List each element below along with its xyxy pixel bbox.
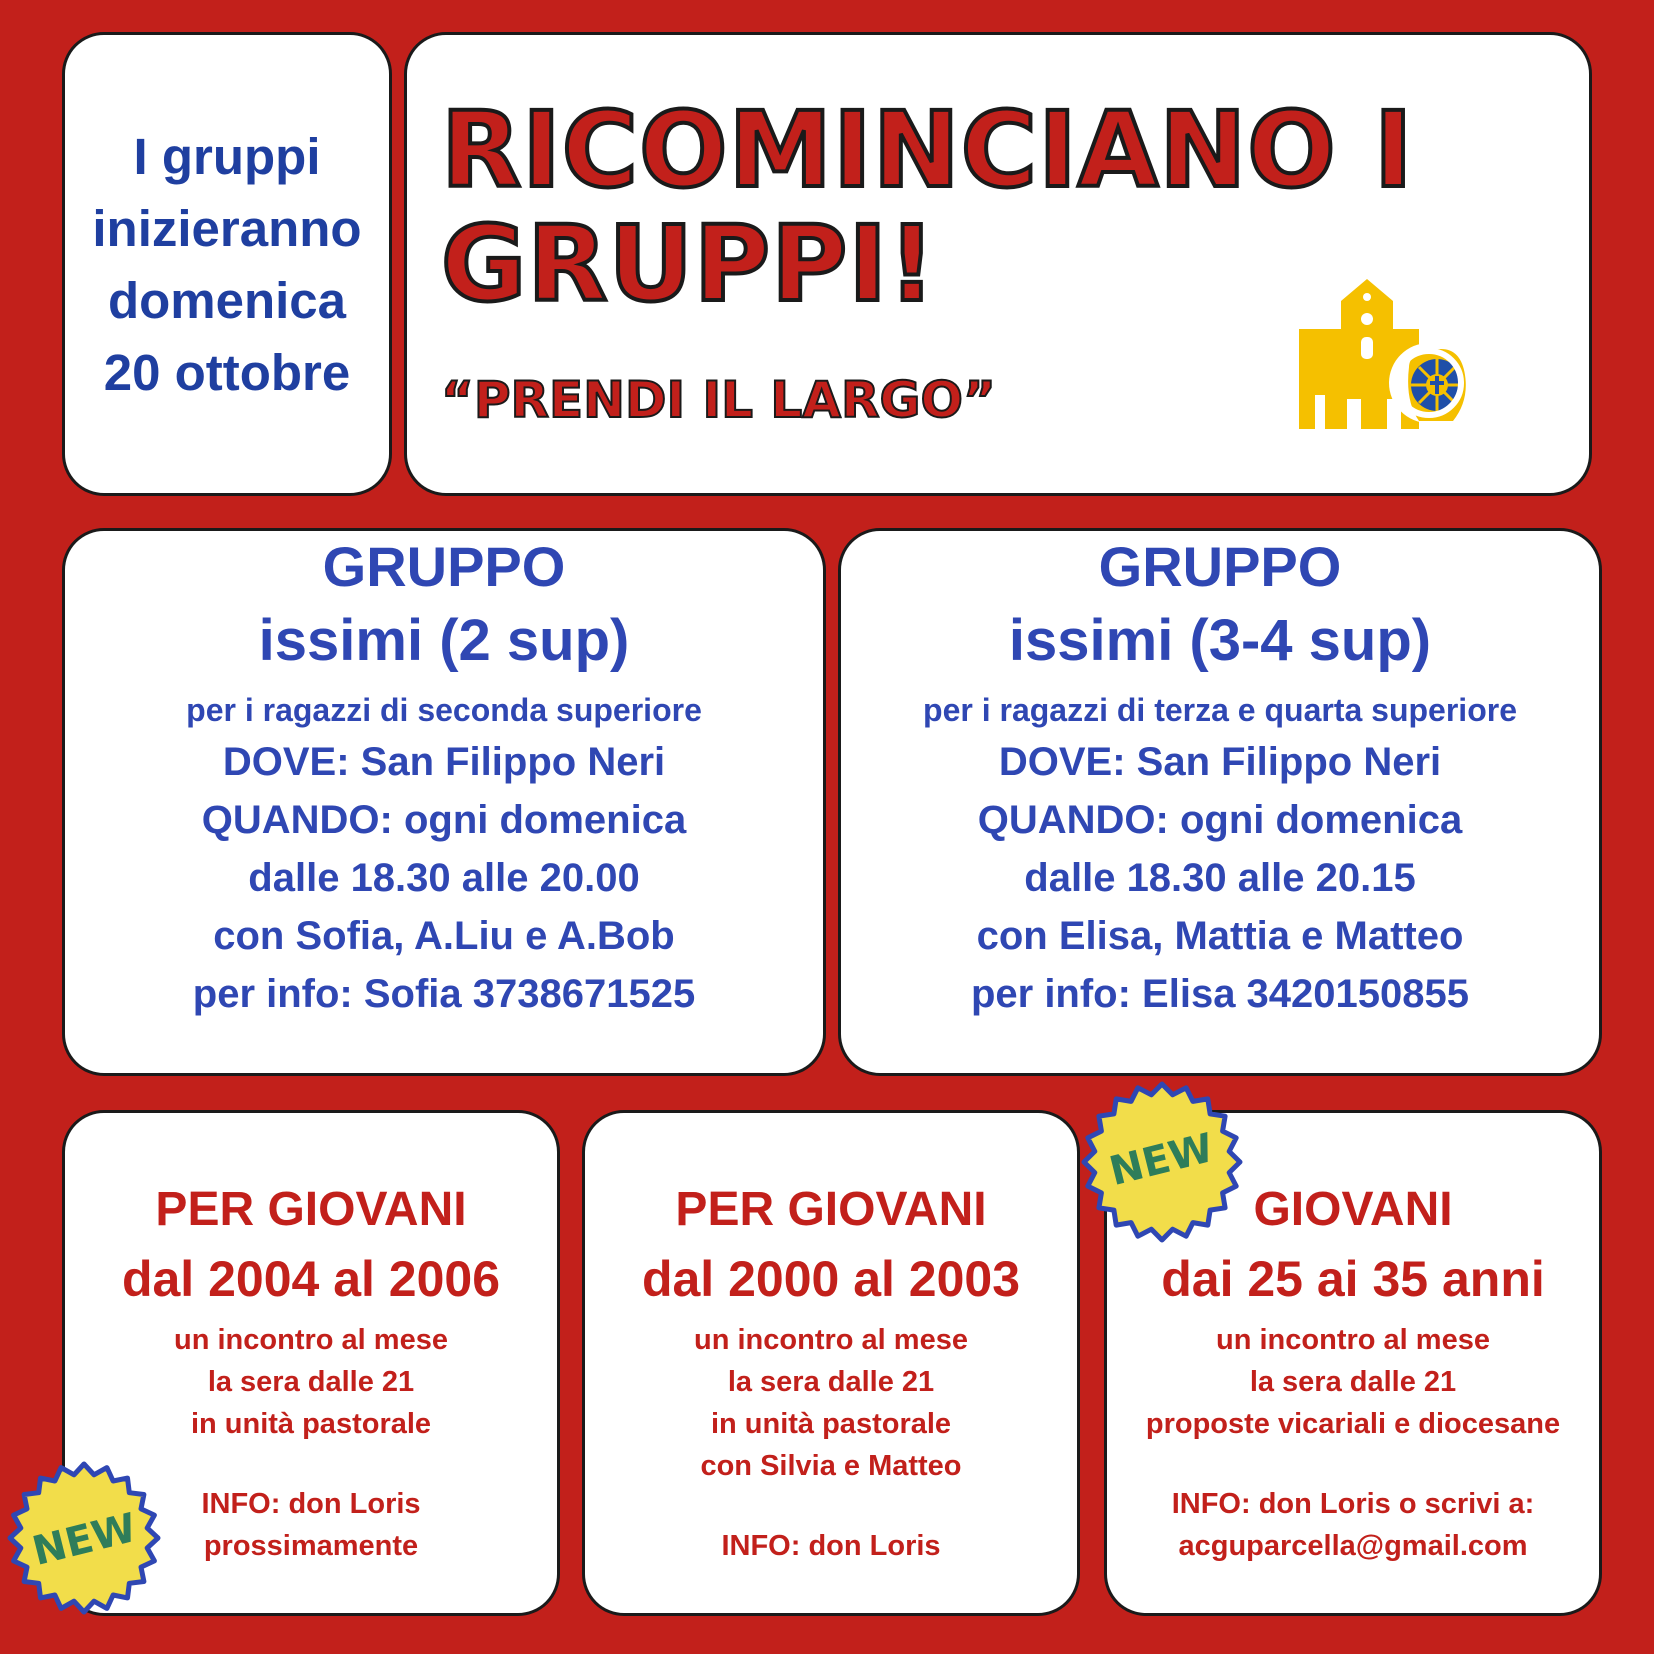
group-heading: GRUPPO — [1098, 535, 1342, 598]
youth-info: INFO: don Loris — [721, 1530, 941, 1562]
group-time: dalle 18.30 alle 20.00 — [248, 856, 640, 900]
group-leaders: con Sofia, A.Liu e A.Bob — [213, 914, 675, 958]
group-time: dalle 18.30 alle 20.15 — [1024, 856, 1416, 900]
badge-new-label: NEW — [1105, 1125, 1218, 1196]
youth-detail: la sera dalle 21 — [727, 1366, 935, 1398]
page-title — [441, 89, 1414, 325]
youth-detail: un incontro al mese — [1216, 1324, 1490, 1356]
group-when: QUANDO: ogni domenica — [201, 798, 687, 842]
start-date-line: 20 ottobre — [103, 344, 351, 401]
group-info: per info: Elisa 3420150855 — [970, 972, 1470, 1016]
starburst-badge-icon — [1078, 1078, 1246, 1246]
group-name: issimi (3-4 sup) — [1008, 608, 1432, 673]
youth-email: acguparcella@gmail.com — [1178, 1530, 1528, 1562]
youth-range: dai 25 ai 35 anni — [1161, 1251, 1545, 1307]
youth-detail: un incontro al mese — [174, 1324, 448, 1356]
starburst-badge-icon — [4, 1458, 164, 1618]
youth-detail: la sera dalle 21 — [1249, 1366, 1457, 1398]
youth-info: INFO: don Loris — [201, 1488, 421, 1520]
youth-heading: PER GIOVANI — [675, 1183, 987, 1236]
group-info: per info: Sofia 3738671525 — [192, 972, 696, 1016]
group-heading: GRUPPO — [322, 535, 566, 598]
group-when: QUANDO: ogni domenica — [977, 798, 1463, 842]
group-where: DOVE: San Filippo Neri — [998, 740, 1442, 784]
youth-detail: in unità pastorale — [190, 1408, 432, 1440]
youth-detail: proposte vicariali e diocesane — [1145, 1408, 1561, 1440]
youth-spacer — [585, 1487, 1077, 1525]
youth-card-2000-2003 — [582, 1110, 1080, 1616]
badge-new-label: NEW — [28, 1504, 141, 1575]
youth-detail: un incontro al mese — [694, 1324, 968, 1356]
youth-range: dal 2000 al 2003 — [641, 1251, 1021, 1307]
title-card — [404, 32, 1592, 496]
youth-range: dal 2004 al 2006 — [121, 1251, 501, 1307]
start-date-line: inizieranno — [92, 200, 362, 257]
group-target: per i ragazzi di terza e quarta superiore — [923, 692, 1517, 728]
youth-heading: PER GIOVANI — [155, 1183, 467, 1236]
youth-detail: la sera dalle 21 — [207, 1366, 415, 1398]
group-target: per i ragazzi di seconda superiore — [186, 692, 702, 728]
start-date-card — [62, 32, 392, 496]
youth-info: prossimamente — [203, 1530, 419, 1562]
start-date-text — [65, 121, 389, 409]
group-card-issimi-3-4 — [838, 528, 1602, 1076]
start-date-line: domenica — [107, 272, 347, 329]
church-logo-icon — [1291, 271, 1471, 436]
group-where: DOVE: San Filippo Neri — [222, 740, 666, 784]
youth-detail: in unità pastorale — [710, 1408, 952, 1440]
group-name: issimi (2 sup) — [258, 608, 630, 673]
motto: “PRENDI IL LARGO” — [441, 371, 996, 429]
title-line-2: GRUPPI! — [441, 203, 937, 325]
youth-spacer — [1107, 1445, 1599, 1483]
youth-heading: GIOVANI — [1253, 1183, 1453, 1236]
start-date-line: I gruppi — [133, 128, 321, 185]
group-leaders: con Elisa, Mattia e Matteo — [976, 914, 1464, 958]
title-line-1: RICOMINCIANO I — [441, 89, 1414, 211]
youth-detail: con Silvia e Matteo — [700, 1450, 962, 1482]
group-card-issimi-2 — [62, 528, 826, 1076]
youth-info: INFO: don Loris o scrivi a: — [1171, 1488, 1535, 1520]
